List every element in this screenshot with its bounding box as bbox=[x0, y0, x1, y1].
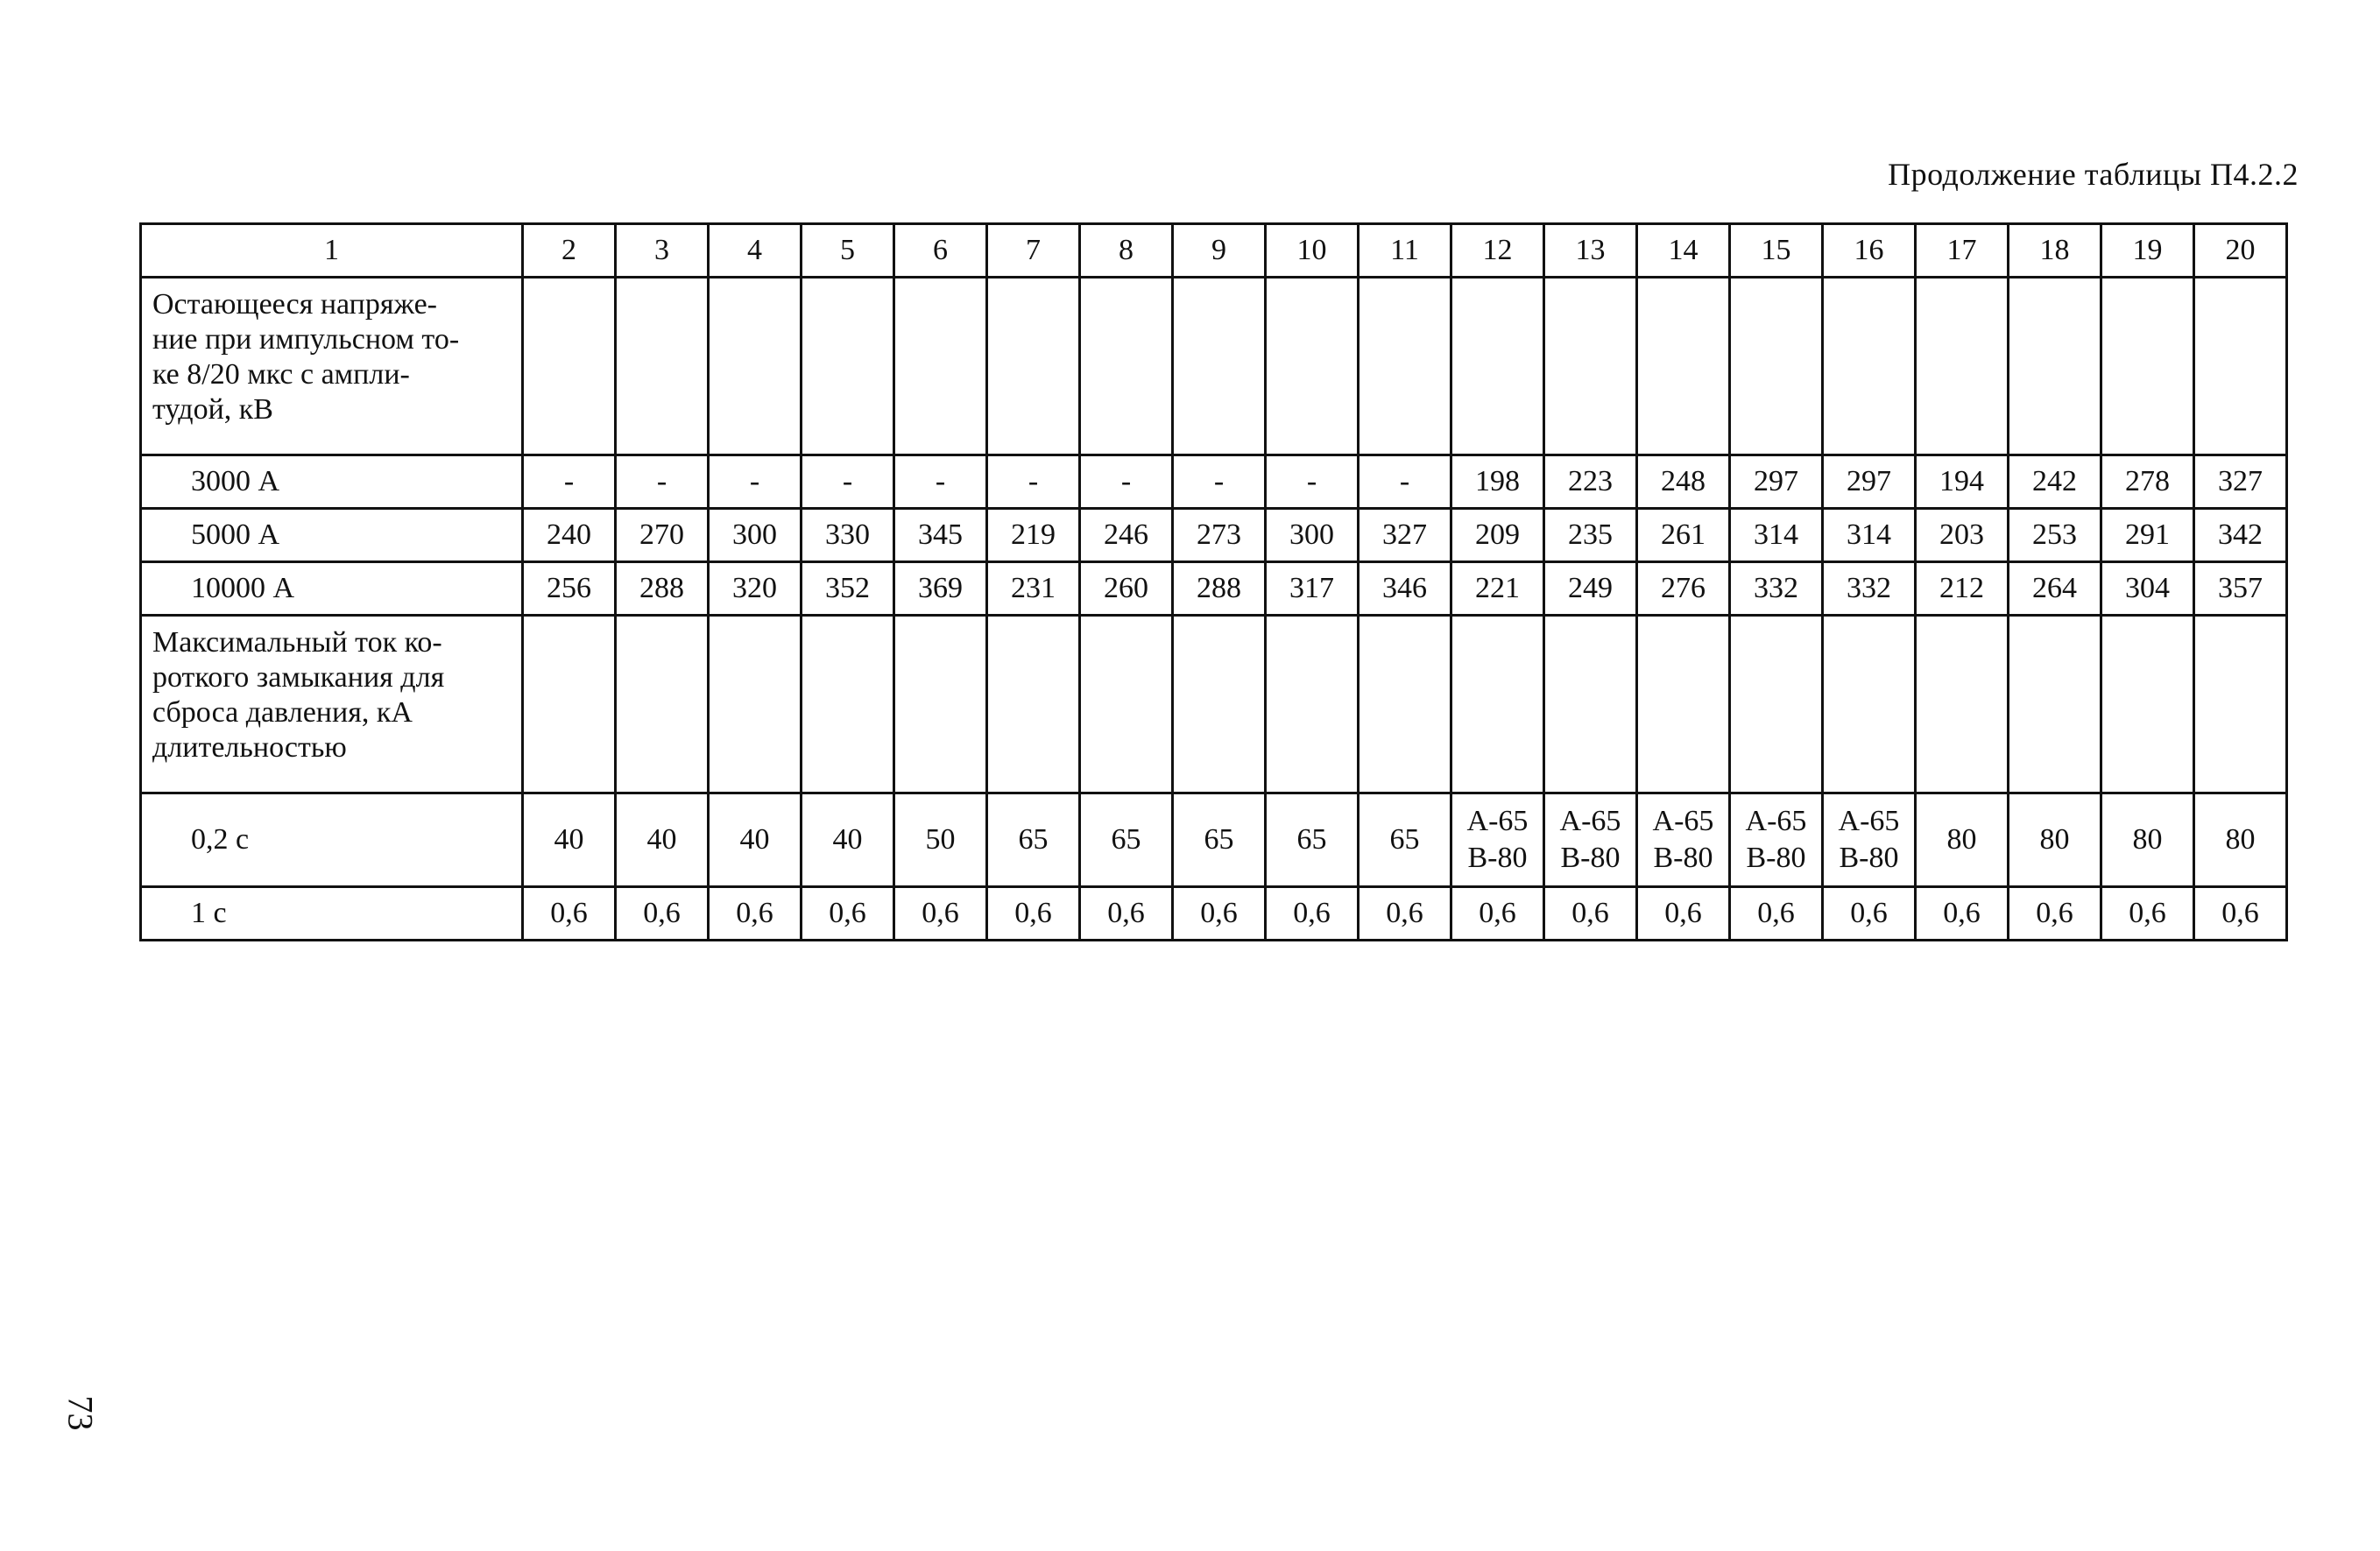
duration-row-1s-value: 0,6 bbox=[2009, 887, 2101, 941]
residual-voltage-section-cell bbox=[1637, 278, 1730, 455]
residual-voltage-section-cell bbox=[1359, 278, 1451, 455]
duration-row-1s-value: 0,6 bbox=[1451, 887, 1544, 941]
residual-voltage-section-cell bbox=[1080, 278, 1173, 455]
voltage-row-1-value: 198 bbox=[1451, 455, 1544, 509]
voltage-row-3-value: 304 bbox=[2101, 562, 2194, 616]
residual-voltage-section-cell bbox=[987, 278, 1080, 455]
voltage-row-1-value: - bbox=[523, 455, 616, 509]
duration-row-0-2s-label: 0,2 с bbox=[141, 793, 523, 887]
max-short-circuit-section-cell bbox=[1916, 616, 2009, 793]
duration-row-0-2s-value: 80 bbox=[2194, 793, 2287, 887]
duration-row-1s-value: 0,6 bbox=[2194, 887, 2287, 941]
duration-row-1s-value: 0,6 bbox=[894, 887, 987, 941]
max-short-circuit-section-cell bbox=[2101, 616, 2194, 793]
max-short-circuit-section-cell bbox=[2009, 616, 2101, 793]
duration-row-1s-value: 0,6 bbox=[1266, 887, 1359, 941]
duration-row-1s-value: 0,6 bbox=[709, 887, 802, 941]
duration-row-0-2s bbox=[141, 793, 2287, 887]
voltage-row-1-value: 248 bbox=[1637, 455, 1730, 509]
duration-row-0-2s-value: 40 bbox=[616, 793, 709, 887]
duration-row-0-2s-value: 65 bbox=[1080, 793, 1173, 887]
column-header-11: 11 bbox=[1359, 224, 1451, 278]
voltage-row-3-value: 288 bbox=[616, 562, 709, 616]
duration-row-1s-value: 0,6 bbox=[987, 887, 1080, 941]
column-header-5: 5 bbox=[802, 224, 894, 278]
voltage-row-1-value: - bbox=[802, 455, 894, 509]
voltage-row-1-value: - bbox=[987, 455, 1080, 509]
duration-row-1s-value: 0,6 bbox=[2101, 887, 2194, 941]
residual-voltage-section-cell bbox=[1451, 278, 1544, 455]
duration-row-1s-value: 0,6 bbox=[1080, 887, 1173, 941]
voltage-row-3-value: 369 bbox=[894, 562, 987, 616]
max-short-circuit-section-cell bbox=[616, 616, 709, 793]
column-header-12: 12 bbox=[1451, 224, 1544, 278]
voltage-row-2-value: 291 bbox=[2101, 509, 2194, 562]
voltage-row-1-value: 327 bbox=[2194, 455, 2287, 509]
max-short-circuit-section-cell bbox=[802, 616, 894, 793]
voltage-row-1-value: - bbox=[1080, 455, 1173, 509]
max-short-circuit-section-cell bbox=[1730, 616, 1823, 793]
voltage-row-3-value: 249 bbox=[1544, 562, 1637, 616]
column-header-7: 7 bbox=[987, 224, 1080, 278]
duration-row-1s-value: 0,6 bbox=[1544, 887, 1637, 941]
residual-voltage-section-cell bbox=[1266, 278, 1359, 455]
duration-row-0-2s-value: 40 bbox=[523, 793, 616, 887]
voltage-row-2-value: 235 bbox=[1544, 509, 1637, 562]
column-header-20: 20 bbox=[2194, 224, 2287, 278]
voltage-row-2-value: 314 bbox=[1823, 509, 1916, 562]
voltage-row-1 bbox=[141, 455, 2287, 509]
page-number: 73 bbox=[60, 1395, 101, 1431]
column-header-16: 16 bbox=[1823, 224, 1916, 278]
voltage-row-3-value: 317 bbox=[1266, 562, 1359, 616]
max-short-circuit-section-cell bbox=[709, 616, 802, 793]
header-row bbox=[141, 224, 2287, 278]
duration-row-1s-value: 0,6 bbox=[523, 887, 616, 941]
duration-row-0-2s-value: 40 bbox=[802, 793, 894, 887]
voltage-row-2-value: 314 bbox=[1730, 509, 1823, 562]
duration-row-0-2s-value: 80 bbox=[2101, 793, 2194, 887]
duration-row-0-2s-value: 40 bbox=[709, 793, 802, 887]
voltage-row-2-value: 330 bbox=[802, 509, 894, 562]
residual-voltage-section-cell bbox=[1730, 278, 1823, 455]
voltage-row-2-value: 219 bbox=[987, 509, 1080, 562]
duration-row-1s-value: 0,6 bbox=[1916, 887, 2009, 941]
column-header-6: 6 bbox=[894, 224, 987, 278]
voltage-row-2-value: 246 bbox=[1080, 509, 1173, 562]
column-header-1: 1 bbox=[141, 224, 523, 278]
column-header-8: 8 bbox=[1080, 224, 1173, 278]
residual-voltage-section-cell bbox=[523, 278, 616, 455]
voltage-row-2-value: 273 bbox=[1173, 509, 1266, 562]
duration-row-1s-value: 0,6 bbox=[1637, 887, 1730, 941]
voltage-row-2-value: 240 bbox=[523, 509, 616, 562]
voltage-row-1-value: - bbox=[1173, 455, 1266, 509]
voltage-row-1-value: - bbox=[616, 455, 709, 509]
max-short-circuit-section-cell bbox=[1266, 616, 1359, 793]
table-caption: Продолжение таблицы П4.2.2 bbox=[1888, 157, 2299, 192]
voltage-row-1-value: 297 bbox=[1823, 455, 1916, 509]
voltage-row-3-value: 357 bbox=[2194, 562, 2287, 616]
voltage-row-2 bbox=[141, 509, 2287, 562]
max-short-circuit-section-cell bbox=[894, 616, 987, 793]
max-short-circuit-section bbox=[141, 616, 2287, 793]
voltage-row-3-value: 276 bbox=[1637, 562, 1730, 616]
column-header-14: 14 bbox=[1637, 224, 1730, 278]
column-header-17: 17 bbox=[1916, 224, 2009, 278]
voltage-row-3-value: 346 bbox=[1359, 562, 1451, 616]
residual-voltage-section-cell bbox=[2009, 278, 2101, 455]
voltage-row-2-value: 261 bbox=[1637, 509, 1730, 562]
voltage-row-1-value: 194 bbox=[1916, 455, 2009, 509]
duration-row-0-2s-value: А-65 В-80 bbox=[1730, 793, 1823, 887]
voltage-row-1-value: 297 bbox=[1730, 455, 1823, 509]
max-short-circuit-section-cell bbox=[1359, 616, 1451, 793]
voltage-row-1-value: - bbox=[709, 455, 802, 509]
duration-row-0-2s-value: А-65 В-80 bbox=[1637, 793, 1730, 887]
duration-row-0-2s-value: 65 bbox=[1266, 793, 1359, 887]
voltage-row-3-value: 320 bbox=[709, 562, 802, 616]
duration-row-0-2s-value: А-65 В-80 bbox=[1544, 793, 1637, 887]
spec-table bbox=[139, 222, 2288, 941]
voltage-row-2-label: 5000 А bbox=[141, 509, 523, 562]
voltage-row-2-value: 203 bbox=[1916, 509, 2009, 562]
duration-row-0-2s-value: А-65 В-80 bbox=[1451, 793, 1544, 887]
max-short-circuit-section-cell bbox=[1080, 616, 1173, 793]
duration-row-0-2s-value: 50 bbox=[894, 793, 987, 887]
column-header-15: 15 bbox=[1730, 224, 1823, 278]
max-short-circuit-section-cell bbox=[523, 616, 616, 793]
voltage-row-1-value: 242 bbox=[2009, 455, 2101, 509]
voltage-row-2-value: 270 bbox=[616, 509, 709, 562]
column-header-2: 2 bbox=[523, 224, 616, 278]
duration-row-1s-value: 0,6 bbox=[616, 887, 709, 941]
max-short-circuit-section-cell bbox=[987, 616, 1080, 793]
column-header-9: 9 bbox=[1173, 224, 1266, 278]
duration-row-1s-value: 0,6 bbox=[1359, 887, 1451, 941]
voltage-row-3-value: 212 bbox=[1916, 562, 2009, 616]
max-short-circuit-section-label: Максимальный ток ко- роткого замыкания для сброса давления, кА длительностью bbox=[141, 616, 523, 793]
duration-row-0-2s-value: 80 bbox=[2009, 793, 2101, 887]
voltage-row-2-value: 300 bbox=[709, 509, 802, 562]
duration-row-0-2s-value: 65 bbox=[1173, 793, 1266, 887]
residual-voltage-section-cell bbox=[1823, 278, 1916, 455]
column-header-3: 3 bbox=[616, 224, 709, 278]
voltage-row-3-value: 264 bbox=[2009, 562, 2101, 616]
voltage-row-1-value: - bbox=[894, 455, 987, 509]
voltage-row-3-label: 10000 А bbox=[141, 562, 523, 616]
residual-voltage-section-cell bbox=[2194, 278, 2287, 455]
duration-row-0-2s-value: 80 bbox=[1916, 793, 2009, 887]
residual-voltage-section-cell bbox=[709, 278, 802, 455]
residual-voltage-section-cell bbox=[616, 278, 709, 455]
residual-voltage-section-cell bbox=[1916, 278, 2009, 455]
voltage-row-3-value: 221 bbox=[1451, 562, 1544, 616]
duration-row-1s-label: 1 с bbox=[141, 887, 523, 941]
column-header-13: 13 bbox=[1544, 224, 1637, 278]
voltage-row-1-value: - bbox=[1266, 455, 1359, 509]
voltage-row-3-value: 260 bbox=[1080, 562, 1173, 616]
max-short-circuit-section-cell bbox=[1823, 616, 1916, 793]
max-short-circuit-section-cell bbox=[1173, 616, 1266, 793]
column-header-19: 19 bbox=[2101, 224, 2194, 278]
duration-row-1s-value: 0,6 bbox=[1173, 887, 1266, 941]
duration-row-0-2s-value: 65 bbox=[1359, 793, 1451, 887]
voltage-row-3-value: 332 bbox=[1730, 562, 1823, 616]
residual-voltage-section-cell bbox=[2101, 278, 2194, 455]
voltage-row-3-value: 256 bbox=[523, 562, 616, 616]
column-header-10: 10 bbox=[1266, 224, 1359, 278]
voltage-row-2-value: 300 bbox=[1266, 509, 1359, 562]
max-short-circuit-section-cell bbox=[1637, 616, 1730, 793]
duration-row-0-2s-value: А-65 В-80 bbox=[1823, 793, 1916, 887]
voltage-row-2-value: 342 bbox=[2194, 509, 2287, 562]
residual-voltage-section-cell bbox=[1173, 278, 1266, 455]
voltage-row-1-label: 3000 А bbox=[141, 455, 523, 509]
voltage-row-2-value: 327 bbox=[1359, 509, 1451, 562]
voltage-row-1-value: 278 bbox=[2101, 455, 2194, 509]
max-short-circuit-section-cell bbox=[2194, 616, 2287, 793]
residual-voltage-section-cell bbox=[1544, 278, 1637, 455]
voltage-row-1-value: 223 bbox=[1544, 455, 1637, 509]
max-short-circuit-section-cell bbox=[1544, 616, 1637, 793]
duration-row-1s-value: 0,6 bbox=[1823, 887, 1916, 941]
voltage-row-3-value: 231 bbox=[987, 562, 1080, 616]
max-short-circuit-section-cell bbox=[1451, 616, 1544, 793]
voltage-row-3-value: 352 bbox=[802, 562, 894, 616]
residual-voltage-section-cell bbox=[894, 278, 987, 455]
residual-voltage-section-label: Остающееся напряже- ние при импульсном то- ке 8/20 мкс с ампли- тудой, кВ bbox=[141, 278, 523, 455]
voltage-row-2-value: 253 bbox=[2009, 509, 2101, 562]
duration-row-1s-value: 0,6 bbox=[1730, 887, 1823, 941]
column-header-18: 18 bbox=[2009, 224, 2101, 278]
duration-row-0-2s-value: 65 bbox=[987, 793, 1080, 887]
voltage-row-3 bbox=[141, 562, 2287, 616]
voltage-row-1-value: - bbox=[1359, 455, 1451, 509]
voltage-row-2-value: 345 bbox=[894, 509, 987, 562]
voltage-row-3-value: 288 bbox=[1173, 562, 1266, 616]
residual-voltage-section bbox=[141, 278, 2287, 455]
column-header-4: 4 bbox=[709, 224, 802, 278]
voltage-row-2-value: 209 bbox=[1451, 509, 1544, 562]
duration-row-1s bbox=[141, 887, 2287, 941]
duration-row-1s-value: 0,6 bbox=[802, 887, 894, 941]
residual-voltage-section-cell bbox=[802, 278, 894, 455]
voltage-row-3-value: 332 bbox=[1823, 562, 1916, 616]
